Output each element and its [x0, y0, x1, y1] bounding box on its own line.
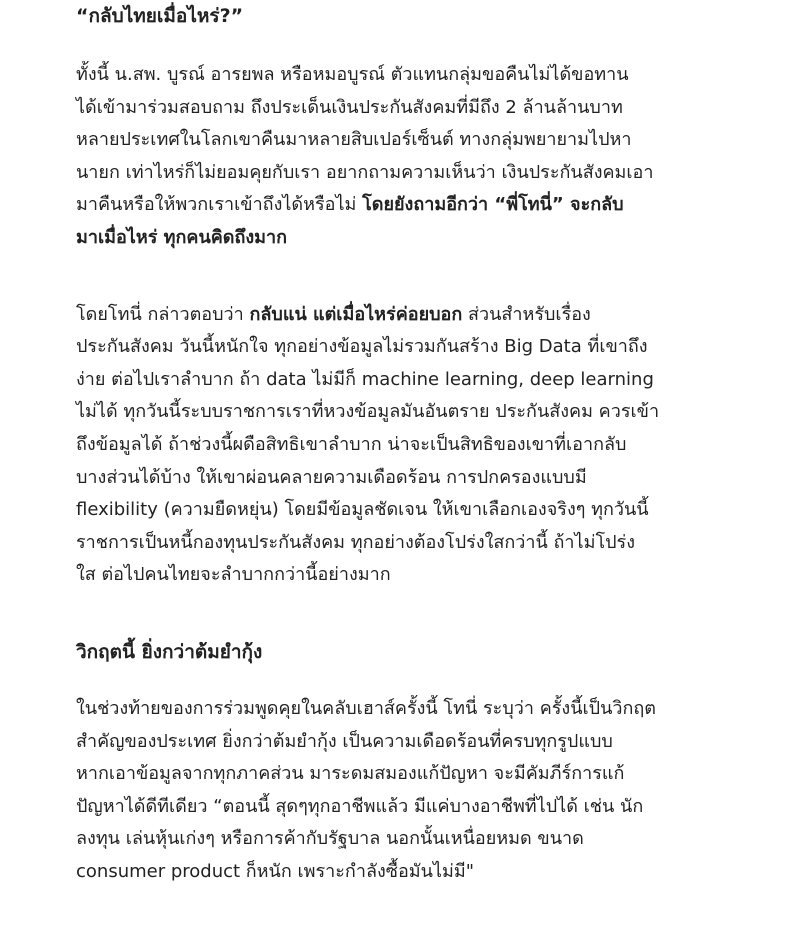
text-line: ปัญหาได้ดีทีเดียว “ตอนนี้ สุดๆทุกอาชีพแล้ว มีแค่บางอาชีพที่ไปได้ เช่น นัก — [76, 795, 644, 817]
text-line: ทั้งนี้ น.สพ. บูรณ์ อารยพล หรือหมอบูรณ์ ตัวแทนกลุ่มขอคืนไม่ได้ขอทาน — [76, 64, 629, 85]
text-line: ในช่วงท้ายของการร่วมพูดคุยในคลับเฮาส์ครั้งนี้ โทนี่ ระบุว่า ครั้งนี้เป็นวิกฤต — [76, 697, 656, 719]
text-line — [76, 299, 726, 332]
text-line: หลายประเทศในโลกเขาคืนมาหลายสิบเปอร์เซ็นต์ ทางกลุ่มพยายามไปหา — [76, 129, 632, 151]
bottom-fade — [0, 911, 800, 929]
text-line — [76, 189, 726, 222]
text-line: ถึงข้อมูลได้ ถ้าช่วงนี้ผดือสิทธิเขาลำบาก น่าจะเป็นสิทธิของเขาที่เอากลับ — [76, 433, 627, 455]
text-line: บางส่วนได้บ้าง ให้เขาผ่อนคลายความเดือดร้อน การปกครองแบบมี — [76, 466, 587, 488]
text-bold: กลับแน่ แต่เมื่อไหร่ค่อยบอก — [249, 303, 463, 325]
text-line: หากเอาข้อมูลจากทุกภาคส่วน มาระดมสมองแก้ปัญหา จะมีคัมภีร์การแก้ — [76, 763, 625, 785]
text-line: ใส ต่อไปคนไทยจะลำบากกว่านี้อย่างมาก — [76, 564, 391, 586]
section-heading-return: “กลับไทยเมื่อไหร่?” — [76, 5, 244, 27]
text-line: ลงทุน เล่นหุ้นเก่งๆ หรือการค้ากับรัฐบาล นอกนั้นเหนื่อยหมด ขนาด — [76, 828, 584, 850]
text-normal: โดยโทนี่ กล่าวตอบว่า — [76, 303, 250, 325]
text-line-bold: มาเมื่อไหร่ ทุกคนคิดถึงมาก — [76, 226, 288, 248]
text-line: ไม่ได้ ทุกวันนี้ระบบราชการเราที่หวงข้อมูลมันอันตราย ประกันสังคม ควรเข้า — [76, 401, 660, 423]
text-line: ประกันสังคม วันนี้หนักใจ ทุกอย่างข้อมูลไม่รวมกันสร้าง Big Data ที่เขาถึง — [76, 336, 648, 358]
text-line: consumer product ก็หนัก เพราะกำลังซื้อมันไม่มี" — [76, 860, 475, 882]
text-line: นายก เท่าไหร่ก็ไม่ยอมคุยกับเรา อยากถามความเห็นว่า เงินประกันสังคมเอา — [76, 161, 654, 183]
paragraph-question — [76, 59, 726, 255]
text-line: สำคัญของประเทศ ยิ่งกว่าต้มยำกุ้ง เป็นความเดือดร้อนที่ครบทุกรูปแบบ — [76, 730, 613, 752]
paragraph-answer — [76, 299, 726, 592]
section-heading-crisis: วิกฤตนี้ ยิ่งกว่าต้มยำกุ้ง — [76, 640, 263, 663]
paragraph-crisis — [76, 693, 726, 889]
text-line: ง่าย ต่อไปเราลำบาก ถ้า data ไม่มีก็ machine learning, deep learning — [76, 368, 654, 390]
text-line: flexibility (ความยืดหยุ่น) โดยมีข้อมูลชัดเจน ให้เขาเลือกเองจริงๆ ทุกวันนี้ — [76, 499, 649, 521]
article-body — [76, 0, 726, 888]
text-line: ได้เข้ามาร่วมสอบถาม ถึงประเด็นเงินประกันสังคมที่มีถึง 2 ล้านล้านบาท — [76, 96, 623, 118]
text-line: ราชการเป็นหนี้กองทุนประกันสังคม ทุกอย่างต้องโปร่งใสกว่านี้ ถ้าไม่โปร่ง — [76, 531, 636, 553]
text-bold: โดยยังถามอีกว่า “พี่โทนี่” จะกลับ — [362, 194, 624, 216]
text-normal: มาคืนหรือให้พวกเราเข้าถึงได้หรือไม่ — [76, 194, 363, 216]
text-normal: ส่วนสำหรับเรื่อง — [462, 303, 591, 325]
